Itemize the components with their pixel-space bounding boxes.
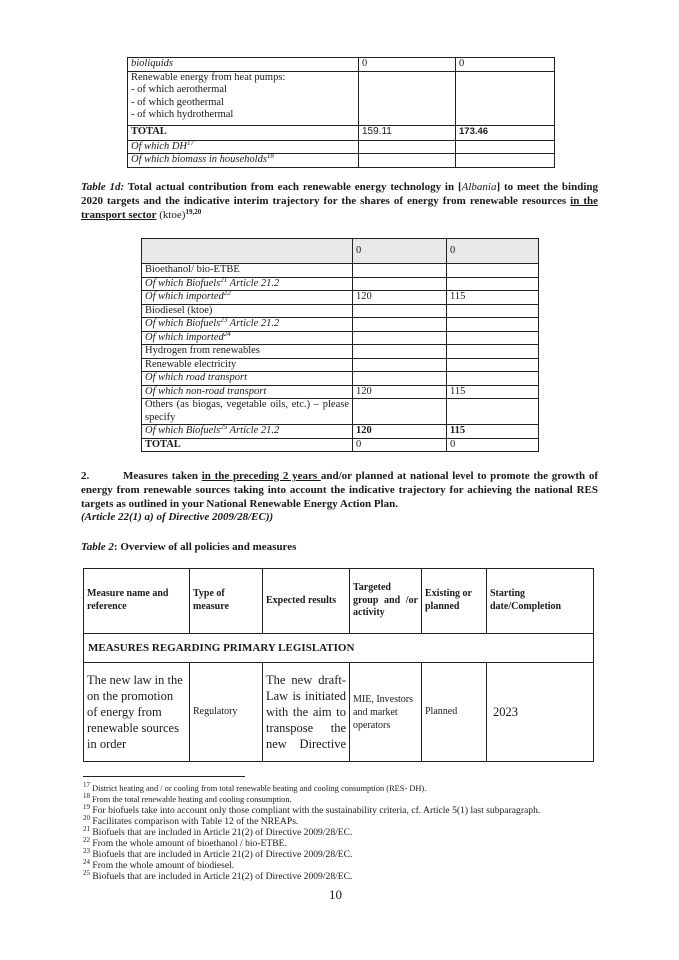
- column-header: Existing or planned: [422, 569, 487, 634]
- footnote-ref: 23: [220, 316, 228, 324]
- expected-results: The new draft-Law is initiated with the aim to transpose the new Directive: [263, 663, 350, 762]
- row-label-text: Of which imported: [145, 291, 224, 302]
- cell-value: [456, 154, 555, 168]
- footnotes: [83, 783, 603, 882]
- row-label-line: - of which geothermal: [131, 96, 225, 108]
- cell-value: [353, 304, 447, 318]
- footnote-number: 25: [83, 869, 90, 877]
- section-text: and/or planned at national level to promote the growth of energy from renewable sources taking into account the indicative trajectory for achieving the national RES targets as outlined in your National Renewable Energy Action Plan.: [81, 470, 599, 510]
- cell-value: 173.46: [456, 125, 555, 140]
- header-label: [142, 239, 353, 264]
- table-row: [142, 399, 539, 425]
- table-header-row: [142, 239, 539, 264]
- table-row: [84, 663, 594, 762]
- column-header: Starting date/Completion: [487, 569, 594, 634]
- row-label: [128, 154, 359, 168]
- cell-value: [447, 372, 539, 386]
- footnote-ref: 20: [194, 207, 202, 216]
- heating-cooling-table: [127, 57, 555, 168]
- cell-value: [359, 154, 456, 168]
- cell-value: [353, 399, 447, 425]
- column-header: Type of measure: [190, 569, 263, 634]
- footnote-number: 18: [83, 792, 90, 800]
- cell-value: 159.11: [359, 125, 456, 140]
- row-label: Others (as biogas, vegetable oils, etc.) – please specify: [142, 399, 353, 425]
- cell-value: 120: [353, 291, 447, 305]
- page-number: 10: [329, 887, 342, 902]
- cell-value: [447, 277, 539, 291]
- column-header: Targeted group and /or activity: [350, 569, 422, 634]
- footnote-separator: [83, 776, 245, 777]
- footnote-text: Facilitates comparison with Table 12 of the NREAPs.: [92, 816, 299, 827]
- row-label: Hydrogen from renewables: [142, 345, 353, 359]
- table-row: [142, 372, 539, 386]
- footnote-ref: 18: [266, 152, 274, 161]
- row-label: [128, 71, 359, 125]
- measure-type: Regulatory: [190, 663, 263, 762]
- directive-reference: (Article 22(1) a) of Directive 2009/28/EC)): [81, 511, 274, 524]
- row-label: TOTAL: [142, 438, 353, 452]
- footnote: [83, 805, 603, 816]
- table-1d-caption: Table 1d: Total actual contribution from each renewable energy technology in [Albania] to meet the binding 2020 targets and the indicative interim trajectory for the shares of energy from renewable resources in the transport sector (ktoe)$^{19,20}$: [81, 181, 598, 221]
- row-label: TOTAL: [128, 125, 359, 140]
- footnote-number: 23: [83, 847, 90, 855]
- footnote: [83, 849, 603, 860]
- cell-value: 0: [447, 438, 539, 452]
- country-name: Albania: [461, 181, 497, 193]
- cell-value: [447, 304, 539, 318]
- start-date: 2023: [487, 663, 594, 762]
- table-row: [142, 385, 539, 399]
- footnote-ref: 22: [223, 289, 231, 297]
- footnote-text: From the whole amount of biodiesel.: [92, 860, 235, 871]
- footnote-text: District heating and / or cooling from total renewable heating and cooling consumption (RES- DH).: [92, 784, 427, 793]
- row-label: Biodiesel (ktoe): [142, 304, 353, 318]
- table-2-caption: [81, 541, 598, 555]
- cell-value: [353, 277, 447, 291]
- table-row: [142, 331, 539, 345]
- footnote-number: 24: [83, 858, 90, 866]
- footnote-number: 22: [83, 836, 90, 844]
- footnote: [83, 860, 603, 871]
- caption-unit: (ktoe): [156, 208, 186, 221]
- table-row: [142, 304, 539, 318]
- targeted-group: MIE, Investors and market operators: [350, 663, 422, 762]
- row-label-text: Of which Biofuels: [145, 425, 221, 436]
- footnote: [83, 794, 603, 805]
- cell-value: [447, 358, 539, 372]
- table-row: [142, 264, 539, 278]
- cell-value: [353, 264, 447, 278]
- row-label: Of which road transport: [142, 372, 353, 386]
- footnote-ref: 21: [220, 275, 228, 284]
- cell-value: [353, 345, 447, 359]
- cell-value: 0: [353, 438, 447, 452]
- footnote-text: From the total renewable heating and cooling consumption.: [92, 795, 292, 804]
- table-row: [142, 318, 539, 332]
- cell-value: [353, 331, 447, 345]
- section-text: Measures taken: [123, 470, 202, 482]
- measure-name: The new law in the on the promotion of energy from renewable sources in order: [84, 663, 190, 762]
- row-label: Bioethanol/ bio-ETBE: [142, 264, 353, 278]
- section-row: [84, 634, 594, 663]
- caption-label: Table 2: [81, 541, 114, 553]
- section-number: 2.: [81, 470, 90, 482]
- caption-text: ] to meet the binding 2020 targets and the indicative interim trajectory for the shares of energy from renewable resources: [81, 181, 598, 207]
- cell-value: [447, 264, 539, 278]
- row-label-text: Of which Biofuels: [145, 277, 221, 289]
- footnote-number: 21: [83, 825, 90, 833]
- caption-label: Table 1d:: [81, 181, 125, 193]
- section-heading: MEASURES REGARDING PRIMARY LEGISLATION: [84, 634, 594, 663]
- header-value: 0: [447, 239, 539, 264]
- footnote-text: For biofuels take into account only those compliant with the sustainability criteria, cf. Article 5(1) last subparagraph.: [92, 805, 541, 816]
- footnote-text: Biofuels that are included in Article 21(2) of Directive 2009/28/EC.: [92, 871, 353, 882]
- row-label: bioliquids: [128, 58, 359, 72]
- table-row: [142, 438, 539, 452]
- footnote: [83, 827, 603, 838]
- cell-value: [447, 345, 539, 359]
- cell-value: [447, 331, 539, 345]
- cell-value: [353, 372, 447, 386]
- table-row: [142, 425, 539, 439]
- cell-value: [456, 71, 555, 125]
- row-label-text: Of which biomass in households: [131, 154, 267, 166]
- caption-underlined: in the transport sector: [81, 194, 598, 221]
- column-header: Measure name and reference: [84, 569, 190, 634]
- cell-value: 115: [447, 385, 539, 399]
- row-label: [142, 277, 353, 291]
- cell-value: 120: [353, 425, 447, 439]
- table-row: [142, 277, 539, 291]
- cell-value: 0: [359, 58, 456, 72]
- row-label: [128, 140, 359, 154]
- cell-value: [359, 71, 456, 125]
- row-label-text: Of which Biofuels: [145, 318, 221, 329]
- row-label-text: Article 21.2: [227, 425, 280, 436]
- footnote: [83, 816, 603, 827]
- table-header-row: [84, 569, 594, 634]
- cell-value: 0: [456, 58, 555, 72]
- table-row: [142, 358, 539, 372]
- row-label: Renewable electricity: [142, 358, 353, 372]
- row-label: [142, 331, 353, 345]
- footnote: [83, 871, 603, 882]
- footnote-text: From the whole amount of bioethanol / bio-ETBE.: [92, 838, 287, 849]
- cell-value: [359, 140, 456, 154]
- row-label-text: Of which DH: [131, 140, 187, 152]
- cell-value: [447, 318, 539, 332]
- row-label: [142, 318, 353, 332]
- column-header: Expected results: [263, 569, 350, 634]
- footnote-ref: 25: [220, 423, 228, 431]
- footnote-number: 20: [83, 814, 90, 822]
- table-row: [128, 154, 555, 168]
- row-label-line: - of which aerothermal: [131, 84, 227, 96]
- row-label: [142, 425, 353, 439]
- cell-value: 115: [447, 425, 539, 439]
- footnote-ref: 19: [185, 207, 193, 216]
- cell-value: [456, 140, 555, 154]
- row-label-text: Of which imported: [145, 331, 224, 343]
- footnote-text: Biofuels that are included in Article 21(2) of Directive 2009/28/EC.: [92, 849, 353, 860]
- header-value: 0: [353, 239, 447, 264]
- status: Planned: [422, 663, 487, 762]
- policies-measures-table: [83, 568, 594, 762]
- section-2-paragraph: [81, 470, 598, 525]
- footnote-text: Biofuels that are included in Article 21(2) of Directive 2009/28/EC.: [92, 827, 353, 838]
- caption-text: : Overview of all policies and measures: [113, 541, 297, 553]
- section-underlined: in the preceding 2 years: [201, 470, 321, 482]
- footnote-ref: 17: [187, 138, 194, 147]
- footnote-number: 17: [83, 781, 90, 789]
- transport-sector-table: [141, 238, 539, 452]
- row-label-text: Article 21.2: [227, 277, 280, 289]
- cell-value: [353, 358, 447, 372]
- footnote: [83, 838, 603, 849]
- row-label-line: Renewable energy from heat pumps:: [131, 71, 286, 83]
- footnote-ref: 24: [223, 329, 231, 338]
- footnote-number: 19: [83, 803, 90, 811]
- row-label: [142, 291, 353, 305]
- footnote: [83, 783, 603, 794]
- table-row: [142, 345, 539, 359]
- table-row: [128, 140, 555, 154]
- row-label-text: Article 21.2: [227, 318, 280, 329]
- cell-value: 115: [447, 291, 539, 305]
- row-label: Of which non-road transport: [142, 385, 353, 399]
- row-label-line: - of which hydrothermal: [131, 109, 234, 121]
- cell-value: [447, 399, 539, 425]
- cell-value: 120: [353, 385, 447, 399]
- table-row: [128, 58, 555, 72]
- table-row: [142, 291, 539, 305]
- cell-value: [353, 318, 447, 332]
- table-row: [128, 71, 555, 125]
- caption-text: Total actual contribution from each renewable energy technology in [: [124, 181, 462, 193]
